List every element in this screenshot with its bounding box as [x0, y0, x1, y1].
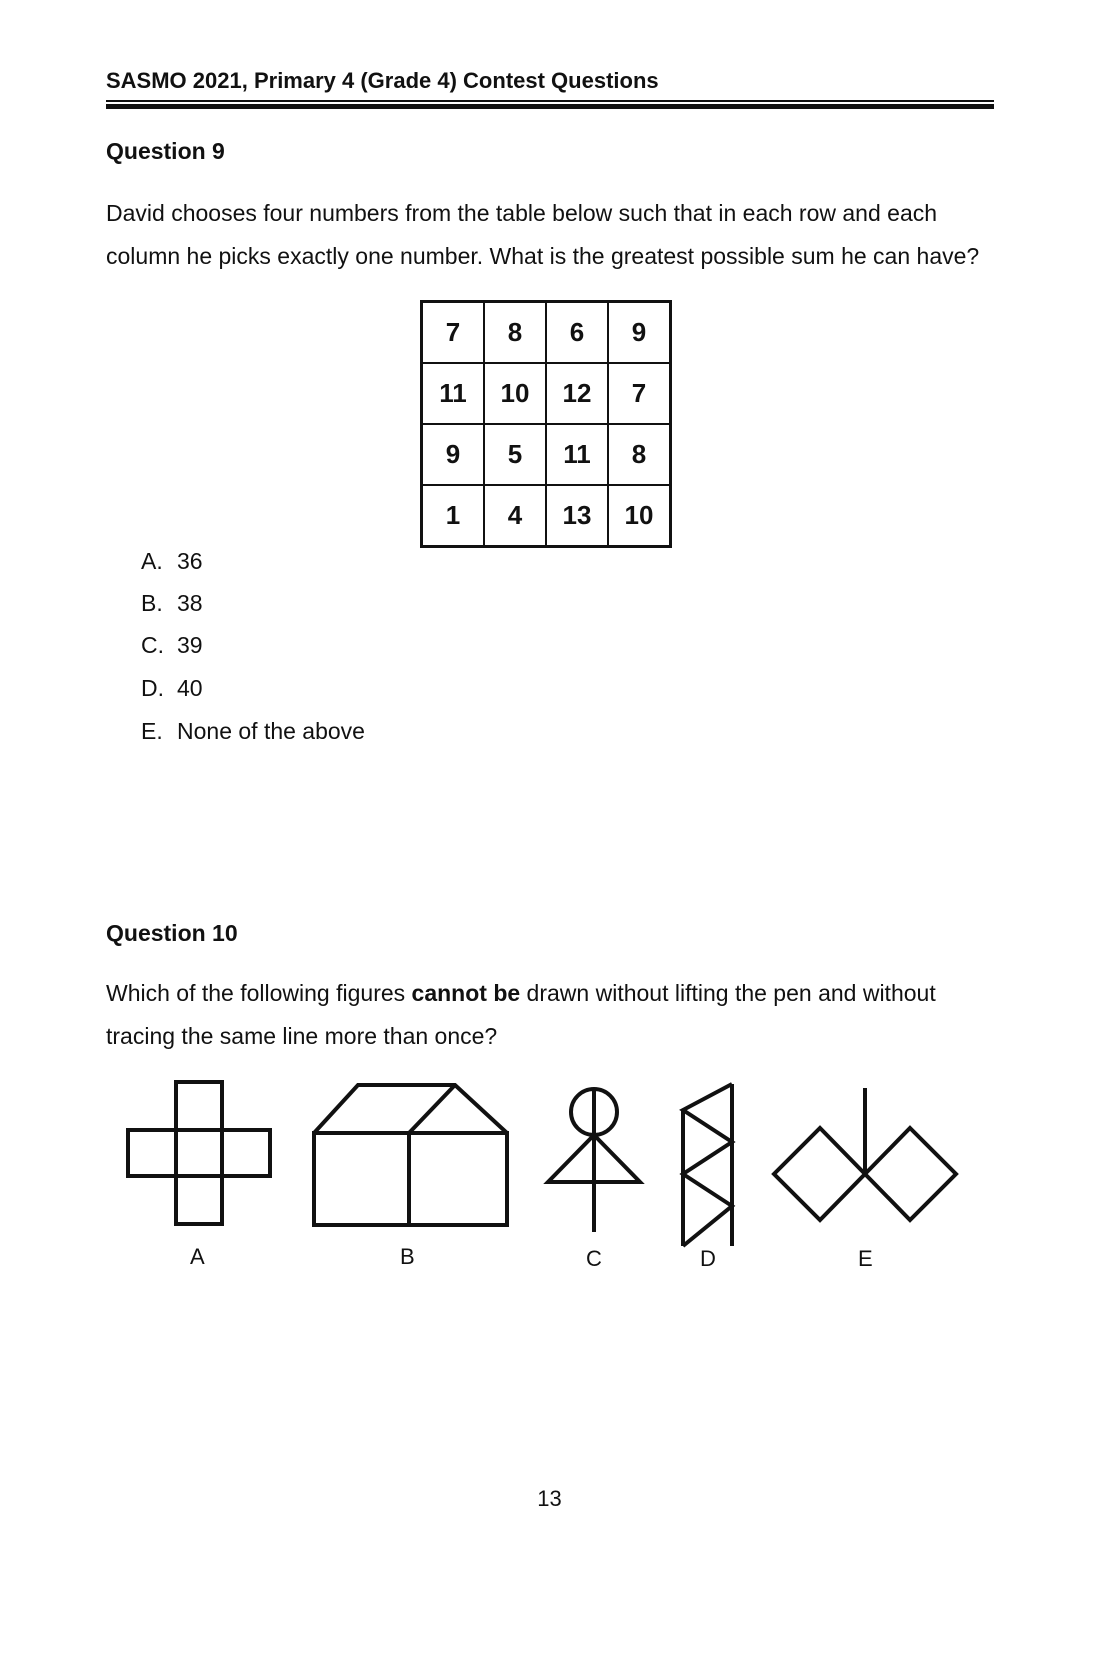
table-cell: 5 [484, 424, 546, 485]
option-c [141, 632, 203, 659]
table-cell: 6 [546, 302, 608, 364]
table-cell: 9 [422, 424, 485, 485]
question-10-text [106, 972, 996, 1058]
option-text: None of the above [177, 718, 365, 744]
option-b [141, 590, 203, 617]
option-text: 38 [177, 590, 203, 616]
figure-e-diamonds [774, 1088, 956, 1220]
table-row [422, 302, 671, 364]
figure-d-zigzag [683, 1084, 732, 1246]
table-cell: 9 [608, 302, 671, 364]
table-cell: 7 [422, 302, 485, 364]
table-cell: 8 [484, 302, 546, 364]
table-cell: 10 [608, 485, 671, 547]
question-9-title: Question 9 [106, 138, 225, 164]
option-letter: E. [141, 718, 163, 744]
option-text: 36 [177, 548, 203, 574]
table-cell: 7 [608, 363, 671, 424]
option-letter: A. [141, 548, 163, 574]
option-e [141, 718, 365, 745]
option-letter: B. [141, 590, 163, 616]
figure-c-circle-triangle [548, 1089, 640, 1232]
figure-label-e: E [858, 1246, 873, 1271]
table-cell: 12 [546, 363, 608, 424]
option-text: 40 [177, 675, 203, 701]
question-10-title: Question 10 [106, 920, 238, 946]
table-cell: 11 [422, 363, 485, 424]
text-run: Which of the following figures [106, 980, 412, 1006]
option-letter: D. [141, 675, 164, 701]
table-cell: 4 [484, 485, 546, 547]
page-number: 13 [537, 1486, 562, 1511]
question-10-text-line-2: tracing the same line more than once? [106, 1023, 498, 1049]
table-cell: 1 [422, 485, 485, 547]
option-text: 39 [177, 632, 203, 658]
figure-b-house [314, 1085, 507, 1225]
question-9-text-line-2: column he picks exactly one number. What is the greatest possible sum he can have? [106, 243, 980, 269]
figure-label-a: A [190, 1244, 205, 1269]
header-rule-thin [106, 100, 994, 102]
table-cell: 11 [546, 424, 608, 485]
table-row [422, 485, 671, 547]
table-cell: 13 [546, 485, 608, 547]
question-10-text-line-1 [106, 972, 996, 1015]
table-cell: 8 [608, 424, 671, 485]
figure-a-cross [128, 1082, 270, 1224]
option-a [141, 548, 203, 575]
figure-label-b: B [400, 1244, 415, 1269]
option-d [141, 675, 203, 702]
figure-label-d: D [700, 1246, 716, 1271]
table-row [422, 424, 671, 485]
text-emphasis: cannot be [411, 980, 521, 1006]
header-rule-thick [106, 104, 994, 109]
number-table [420, 300, 672, 548]
question-9-text [106, 192, 996, 278]
figure-label-c: C [586, 1246, 602, 1271]
option-letter: C. [141, 632, 164, 658]
text-run: drawn without lifting the pen and without [520, 980, 936, 1006]
page-header: SASMO 2021, Primary 4 (Grade 4) Contest Questions [106, 68, 659, 93]
figures-panel [0, 1070, 1099, 1300]
question-9-text-line-1: David chooses four numbers from the table below such that in each row and each [106, 200, 938, 226]
table-row [422, 363, 671, 424]
table-cell: 10 [484, 363, 546, 424]
